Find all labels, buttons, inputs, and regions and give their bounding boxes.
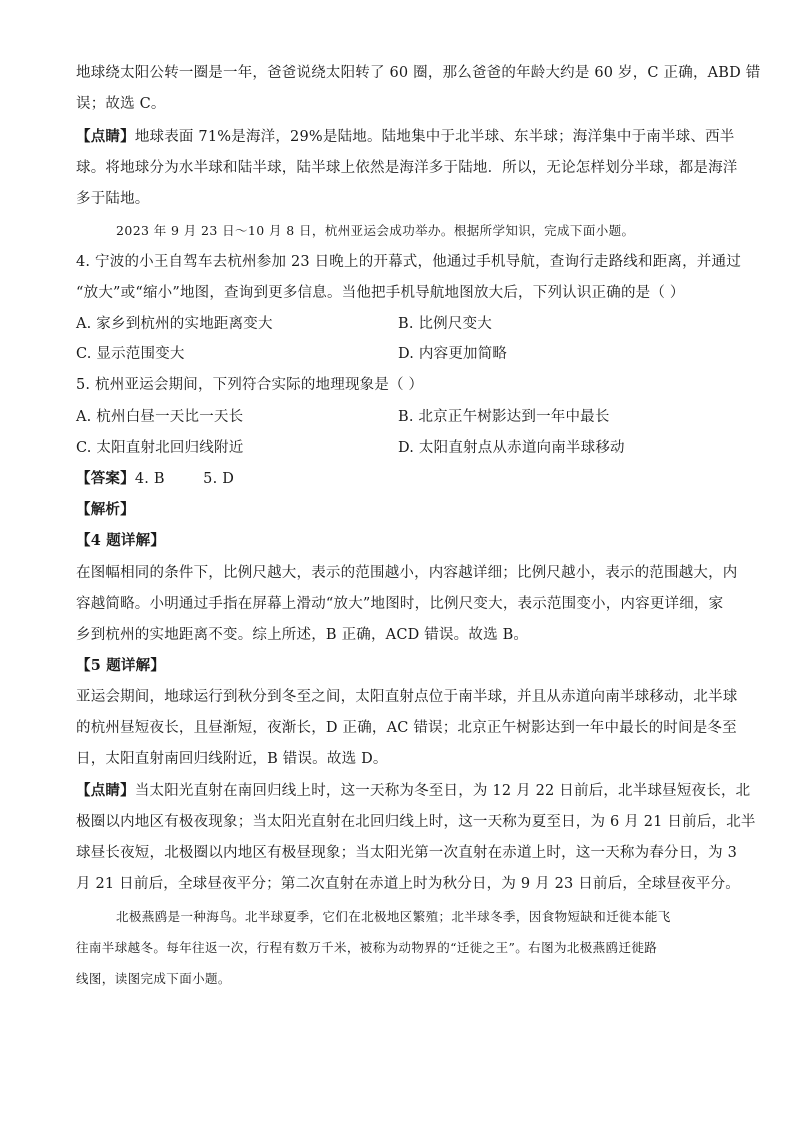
- question-5-option-c: C. 太阳直射北回归线附近: [76, 440, 244, 456]
- detail-5-line: 的杭州昼短夜长，且昼渐短，夜渐长，D 正确，AC 错误；北京正午树影达到一年中最长的时间是冬至: [76, 720, 737, 736]
- key-point-paragraph: [76, 126, 734, 148]
- question-group-intro: 2023 年 9 月 23 日～10 月 8 日，杭州亚运会成功举办。根据所学知识，完成下面小题。: [116, 223, 635, 238]
- question-4-option-d: D. 内容更加简略: [398, 346, 508, 362]
- key-point-text: 地球表面 71%是海洋，29%是陆地。陆地集中于北半球、东半球；海洋集中于南半球、西半: [134, 129, 735, 145]
- answer-tag: 【答案】: [76, 470, 135, 487]
- key-point-line: 月 21 日前后，全球昼夜平分；第二次直射在赤道上时为秋分日，为 9 月 23 日前后，全球昼夜平分。: [76, 876, 740, 892]
- detail-5-line: 日，太阳直射南回归线附近，B 错误。故选 D。: [76, 751, 388, 767]
- key-point-line: 球昼长夜短，北极圈以内地区有极昼现象；当太阳光第一次直射在赤道上时，这一天称为春分日，为 3: [76, 845, 738, 861]
- question-group-intro: 北极燕鸥是一种海鸟。北半球夏季，它们在北极地区繁殖；北半球冬季，因食物短缺和迁徙本能飞: [116, 909, 671, 924]
- key-point-tag: 【点睛】: [76, 782, 135, 799]
- question-4-option-c: C. 显示范围变大: [76, 346, 185, 362]
- question-5-option-b: B. 北京正午树影达到一年中最长: [398, 409, 610, 425]
- key-point-line: 多于陆地。: [76, 191, 150, 207]
- detail-4-line: 容越简略。小明通过手指在屏幕上滑动“放大”地图时，比例尺变大，表示范围变小，内容更详细，家: [76, 596, 724, 612]
- key-point-line: 极圈以内地区有极夜现象；当太阳光直射在北回归线上时，这一天称为夏至日，为 6 月 21 日前后，北半: [76, 814, 756, 830]
- key-point-paragraph: [76, 780, 750, 802]
- detail-4-line: 乡到杭州的实地距离不变。综上所述，B 正确，ACD 错误。故选 B。: [76, 627, 529, 643]
- detail-5-line: 亚运会期间，地球运行到秋分到冬至之间，太阳直射点位于南半球，并且从赤道向南半球移动，北半球: [76, 689, 738, 705]
- question-4-option-a: A. 家乡到杭州的实地距离变大: [76, 316, 273, 332]
- question-4-stem: “放大”或“缩小”地图，查询到更多信息。当他把手机导航地图放大后，下列认识正确的是（ ）: [76, 285, 685, 301]
- question-4-stem: 4. 宁波的小王自驾车去杭州参加 23 日晚上的开幕式，他通过手机导航，查询行走路线和距离，并通过: [76, 254, 741, 270]
- question-group-intro-line: 往南半球越冬。每年往返一次，行程有数万千米，被称为动物界的“迁徙之王”。右图为北极燕鸥迁徙路: [76, 940, 658, 955]
- answer-text: 4. B 5. D: [134, 471, 235, 487]
- analysis-heading: 【解析】: [76, 501, 135, 518]
- detail-4-line: 在图幅相同的条件下，比例尺越大，表示的范围越小，内容越详细；比例尺越小，表示的范围越大，内: [76, 565, 738, 581]
- question-5-option-d: D. 太阳直射点从赤道向南半球移动: [398, 440, 625, 456]
- question-5-option-a: A. 杭州白昼一天比一天长: [76, 409, 244, 425]
- question-5-stem: 5. 杭州亚运会期间，下列符合实际的地理现象是（ ）: [76, 377, 424, 393]
- key-point-text: 当太阳光直射在南回归线上时，这一天称为冬至日，为 12 月 22 日前后，北半球昼短夜长，北: [134, 783, 751, 799]
- question-group-intro-line: 线图，读图完成下面小题。: [76, 971, 231, 986]
- answer-line: [76, 468, 234, 490]
- detail-4-heading: 【4 题详解】: [76, 532, 166, 549]
- explanation-line: 误；故选 C。: [76, 96, 166, 112]
- question-4-option-b: B. 比例尺变大: [398, 316, 492, 332]
- key-point-tag: 【点睛】: [76, 128, 135, 145]
- key-point-line: 球。将地球分为水半球和陆半球，陆半球上依然是海洋多于陆地．所以，无论怎样划分半球，都是海洋: [76, 160, 738, 176]
- explanation-line: 地球绕太阳公转一圈是一年，爸爸说绕太阳转了 60 圈，那么爸爸的年龄大约是 60 岁，C 正确，ABD 错: [76, 65, 761, 81]
- detail-5-heading: 【5 题详解】: [76, 657, 166, 674]
